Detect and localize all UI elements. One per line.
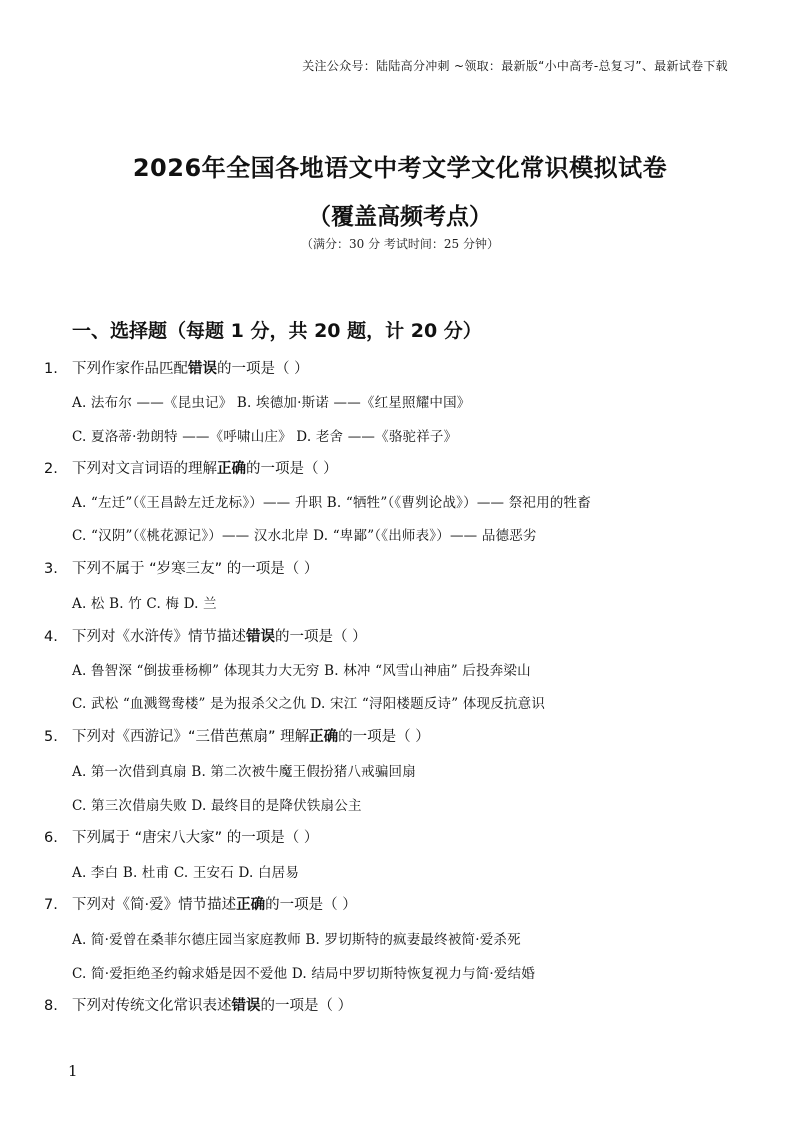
question-7-options-cd: C. 简·爱拒绝圣约翰求婚是因不爱他 D. 结局中罗切斯特恢复视力与简·爱结婚: [72, 966, 536, 982]
question-5-options-ab: A. 第一次借到真扇 B. 第二次被牛魔王假扮猪八戒骗回扇: [72, 764, 416, 780]
header-note: 关注公众号：陆陆高分冲刺 ~领取：最新版“小中高考-总复习”、最新试卷下载: [302, 59, 728, 73]
question-6-options: A. 李白 B. 杜甫 C. 王安石 D. 白居易: [72, 865, 300, 881]
question-5-options-cd: C. 第三次借扇失败 D. 最终目的是降伏铁扇公主: [72, 798, 362, 814]
question-2: 2. 下列对文言词语的理解正确的一项是（ ）: [44, 461, 338, 477]
page-subtitle: （覆盖高频考点）: [308, 204, 492, 230]
exam-info: （满分：30 分 考试时间：25 分钟）: [301, 237, 499, 251]
question-1: 1. 下列作家作品匹配错误的一项是（ ）: [44, 361, 309, 377]
question-7: 7. 下列对《简·爱》情节描述正确的一项是（ ）: [44, 897, 357, 913]
question-3: 3. 下列不属于 “岁寒三友” 的一项是（ ）: [44, 561, 319, 577]
question-2-options-cd: C. “汉阴”（《桃花源记》）—— 汉水北岸 D. “卑鄙”（《出师表》）—— 品德恶劣: [72, 528, 537, 544]
question-4-options-cd: C. 武松 “血溅鸳鸯楼” 是为报杀父之仇 D. 宋江 “浔阳楼题反诗” 体现反抗意识: [72, 696, 546, 712]
question-8: 8. 下列对传统文化常识表述错误的一项是（ ）: [44, 998, 353, 1014]
section-heading: 一、选择题（每题 1 分，共 20 题，计 20 分）: [72, 320, 482, 342]
question-4: 4. 下列对《水浒传》情节描述错误的一项是（ ）: [44, 629, 367, 645]
question-2-options-ab: A. “左迁”（《王昌龄左迁龙标》）—— 升职 B. “牺牲”（《曹刿论战》）—— 祭祀用的牲畜: [72, 495, 591, 511]
question-4-options-ab: A. 鲁智深 “倒拔垂杨柳” 体现其力大无穷 B. 林冲 “风雪山神庙” 后投奔梁山: [72, 663, 531, 679]
question-5: 5. 下列对《西游记》“三借芭蕉扇” 理解正确的一项是（ ）: [44, 729, 430, 745]
question-6: 6. 下列属于 “唐宋八大家” 的一项是（ ）: [44, 830, 319, 846]
page-title: 2026年全国各地语文中考文学文化常识模拟试卷: [132, 154, 668, 182]
question-1-options-ab: A. 法布尔 ——《昆虫记》 B. 埃德加·斯诺 ——《红星照耀中国》: [72, 395, 471, 411]
question-7-options-ab: A. 简·爱曾在桑菲尔德庄园当家庭教师 B. 罗切斯特的疯妻最终被简·爱杀死: [72, 932, 521, 948]
question-3-options: A. 松 B. 竹 C. 梅 D. 兰: [72, 596, 217, 612]
question-1-options-cd: C. 夏洛蒂·勃朗特 ——《呼啸山庄》 D. 老舍 ——《骆驼祥子》: [72, 429, 458, 445]
page-number: 1: [68, 1062, 78, 1080]
